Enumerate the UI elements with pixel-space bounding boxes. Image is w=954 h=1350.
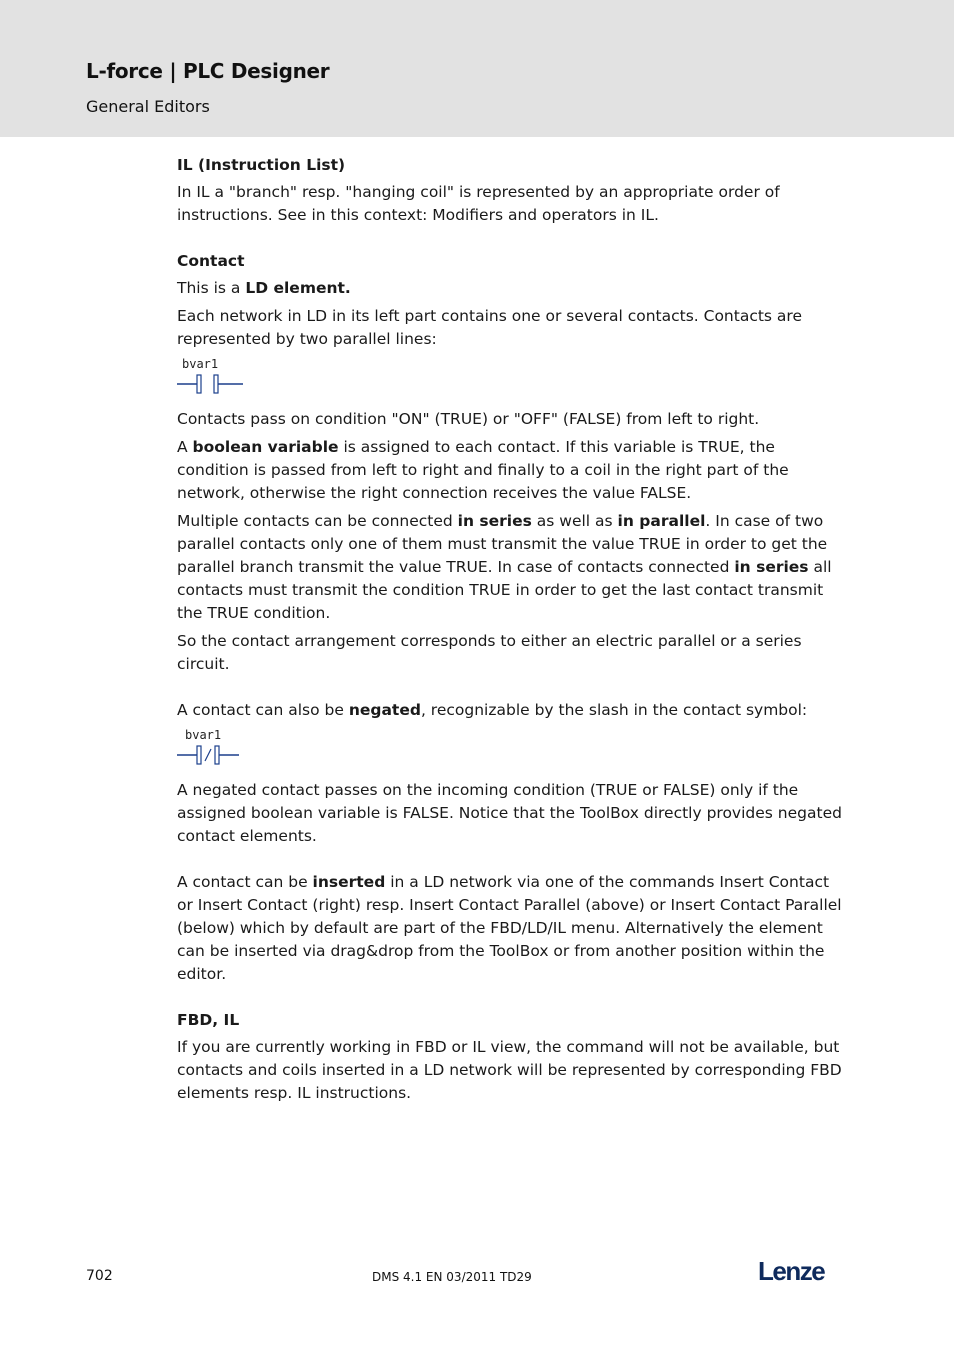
paragraph: Each network in LD in its left part contains one or several contacts. Contacts are represented by two parallel lines: [177,307,803,348]
paragraph: A contact can be inserted in a LD network via one of the commands Insert Contact or Insert Contact (right) resp. Insert Contact Parallel (above) or Insert Contact Parallel (below) which by default are part of the FBD/LD/IL menu. Alternatively the element can be inserted via drag&drop from the ToolBox or from another position within the editor. [177,873,842,983]
paragraph: A contact can also be negated, recognizable by the slash in the contact symbol: [177,701,808,719]
negated-contact-symbol-diagram [177,727,845,769]
negated-contact-variable-label: bvar1 [185,728,222,742]
paragraph: In IL a "branch" resp. "hanging coil" is represented by an appropriate order of instructions. See in this context: Modifiers and operators in IL. [177,183,780,224]
document-info: DMS 4.1 EN 03/2011 TD29 [372,1270,532,1284]
page-content [177,154,845,1110]
paragraph: A boolean variable is assigned to each contact. If this variable is TRUE, the condition is passed from left to right and finally to a coil in the right part of the network, otherwise the right connection receives the value FALSE. [177,438,789,502]
section-heading-il: IL (Instruction List) [177,156,346,174]
section-heading-fbd-il: FBD, IL [177,1011,240,1029]
page-number: 702 [86,1268,113,1284]
page-header [0,0,954,137]
document-title: L-force | PLC Designer [86,59,330,83]
paragraph: This is a LD element. [177,279,351,297]
paragraph: If you are currently working in FBD or IL view, the command will not be available, but contacts and coils inserted in a LD network will be represented by corresponding FBD elements resp. IL instructions. [177,1038,842,1102]
contact-symbol-diagram [177,356,845,398]
contact-variable-label: bvar1 [182,357,219,371]
chapter-title: General Editors [86,97,210,116]
paragraph: So the contact arrangement corresponds to either an electric parallel or a series circuit. [177,632,802,673]
paragraph: A negated contact passes on the incoming condition (TRUE or FALSE) only if the assigned boolean variable is FALSE. Notice that the ToolBox directly provides negated contact elements. [177,781,842,845]
lenze-logo: Lenze [758,1256,825,1286]
paragraph: Contacts pass on condition "ON" (TRUE) or "OFF" (FALSE) from left to right. [177,410,760,428]
section-heading-contact: Contact [177,252,245,270]
paragraph: Multiple contacts can be connected in series as well as in parallel. In case of two parallel contacts only one of them must transmit the value TRUE in order to get the parallel branch transmit the value TRUE. In case of contacts connected in series all contacts must transmit the condition TRUE in order to get the last contact transmit the TRUE condition. [177,512,832,622]
